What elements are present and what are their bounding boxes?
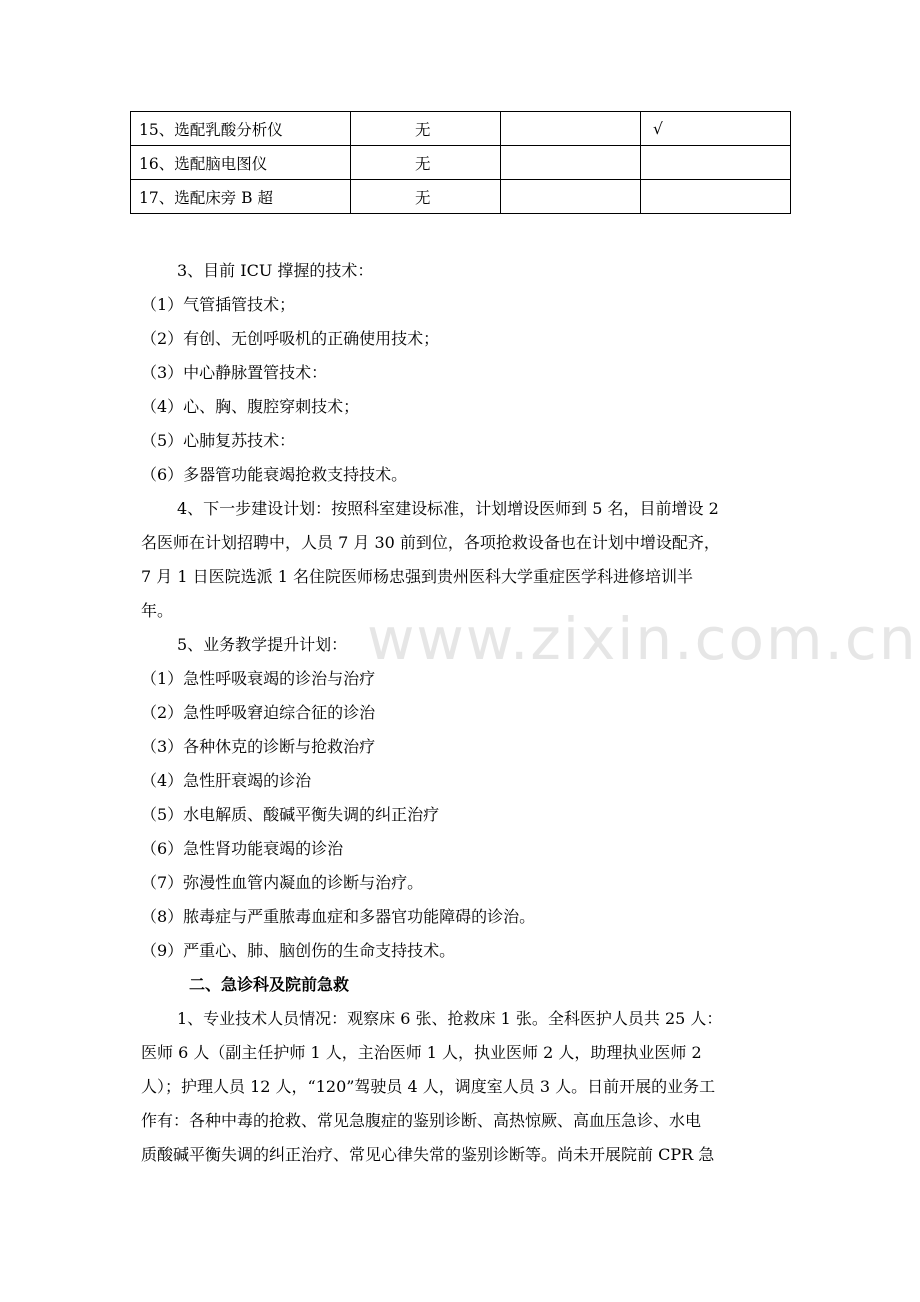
list-item: （5）水电解质、酸碱平衡失调的纠正治疗 <box>141 805 440 824</box>
section-heading: 二、急诊科及院前急救 <box>189 975 350 994</box>
paragraph-line: 作有：各种中毒的抢救、常见急腹症的鉴别诊断、高热惊厥、高血压急诊、水电 <box>141 1111 702 1130</box>
paragraph-line: 7 月 1 日医院选派 1 名住院医师杨忠强到贵州医科大学重症医学科进修培训半 <box>141 567 693 586</box>
equipment-col3-cell <box>501 112 641 146</box>
list-item: （2）有创、无创呼吸机的正确使用技术； <box>141 329 440 348</box>
list-item: （8）脓毒症与严重脓毒血症和多器官功能障碍的诊治。 <box>141 907 536 926</box>
list-item: （4）心、胸、腹腔穿刺技术； <box>141 397 360 416</box>
paragraph-line: 年。 <box>141 601 174 620</box>
equipment-table <box>130 111 791 214</box>
list-item: （6）急性肾功能衰竭的诊治 <box>141 839 344 858</box>
paragraph-line: 名医师在计划招聘中，人员 7 月 30 前到位，各项抢救设备也在计划中增设配齐， <box>141 533 720 552</box>
equipment-col3-cell <box>501 180 641 214</box>
list-item: （3）各种休克的诊断与抢救治疗 <box>141 737 376 756</box>
equipment-check-cell <box>641 180 791 214</box>
table-row <box>131 112 791 146</box>
equipment-check-cell: √ <box>641 112 791 146</box>
equipment-name-cell: 15、选配乳酸分析仪 <box>131 112 351 146</box>
equipment-status-cell: 无 <box>351 180 501 214</box>
equipment-status-cell: 无 <box>351 146 501 180</box>
list-item: （1）急性呼吸衰竭的诊治与治疗 <box>141 669 376 688</box>
table-row <box>131 180 791 214</box>
equipment-col3-cell <box>501 146 641 180</box>
equipment-name-cell: 17、选配床旁 B 超 <box>131 180 351 214</box>
paragraph-line: 4、下一步建设计划：按照科室建设标准，计划增设医师到 5 名，目前增设 2 <box>177 499 719 518</box>
equipment-status-cell: 无 <box>351 112 501 146</box>
paragraph-line: 医师 6 人（副主任护师 1 人，主治医师 1 人，执业医师 2 人，助理执业医师 2 <box>141 1043 702 1062</box>
equipment-name-cell: 16、选配脑电图仪 <box>131 146 351 180</box>
list-item: （5）心肺复苏技术： <box>141 431 296 450</box>
list-item: （9）严重心、肺、脑创伤的生命支持技术。 <box>141 941 456 960</box>
list-item: （6）多器管功能衰竭抢救支持技术。 <box>141 465 408 484</box>
paragraph-line: 质酸碱平衡失调的纠正治疗、常见心律失常的鉴别诊断等。尚未开展院前 CPR 急 <box>141 1145 715 1164</box>
table-row <box>131 146 791 180</box>
section-title: 5、业务教学提升计划： <box>177 635 348 654</box>
list-item: （2）急性呼吸窘迫综合征的诊治 <box>141 703 376 722</box>
list-item: （1）气管插管技术； <box>141 295 296 314</box>
list-item: （4）急性肝衰竭的诊治 <box>141 771 312 790</box>
equipment-check-cell <box>641 146 791 180</box>
paragraph-line: 人）；护理人员 12 人，“120”驾驶员 4 人，调度室人员 3 人。日前开展的业务工 <box>141 1077 716 1096</box>
section-title: 3、目前 ICU 撑握的技术： <box>177 261 374 280</box>
paragraph-line: 1、专业技术人员情况：观察床 6 张、抢救床 1 张。全科医护人员共 25 人： <box>177 1009 723 1028</box>
list-item: （7）弥漫性血管内凝血的诊断与治疗。 <box>141 873 424 892</box>
watermark: www.zixin.com.cn <box>367 605 918 673</box>
list-item: （3）中心静脉置管技术： <box>141 363 328 382</box>
